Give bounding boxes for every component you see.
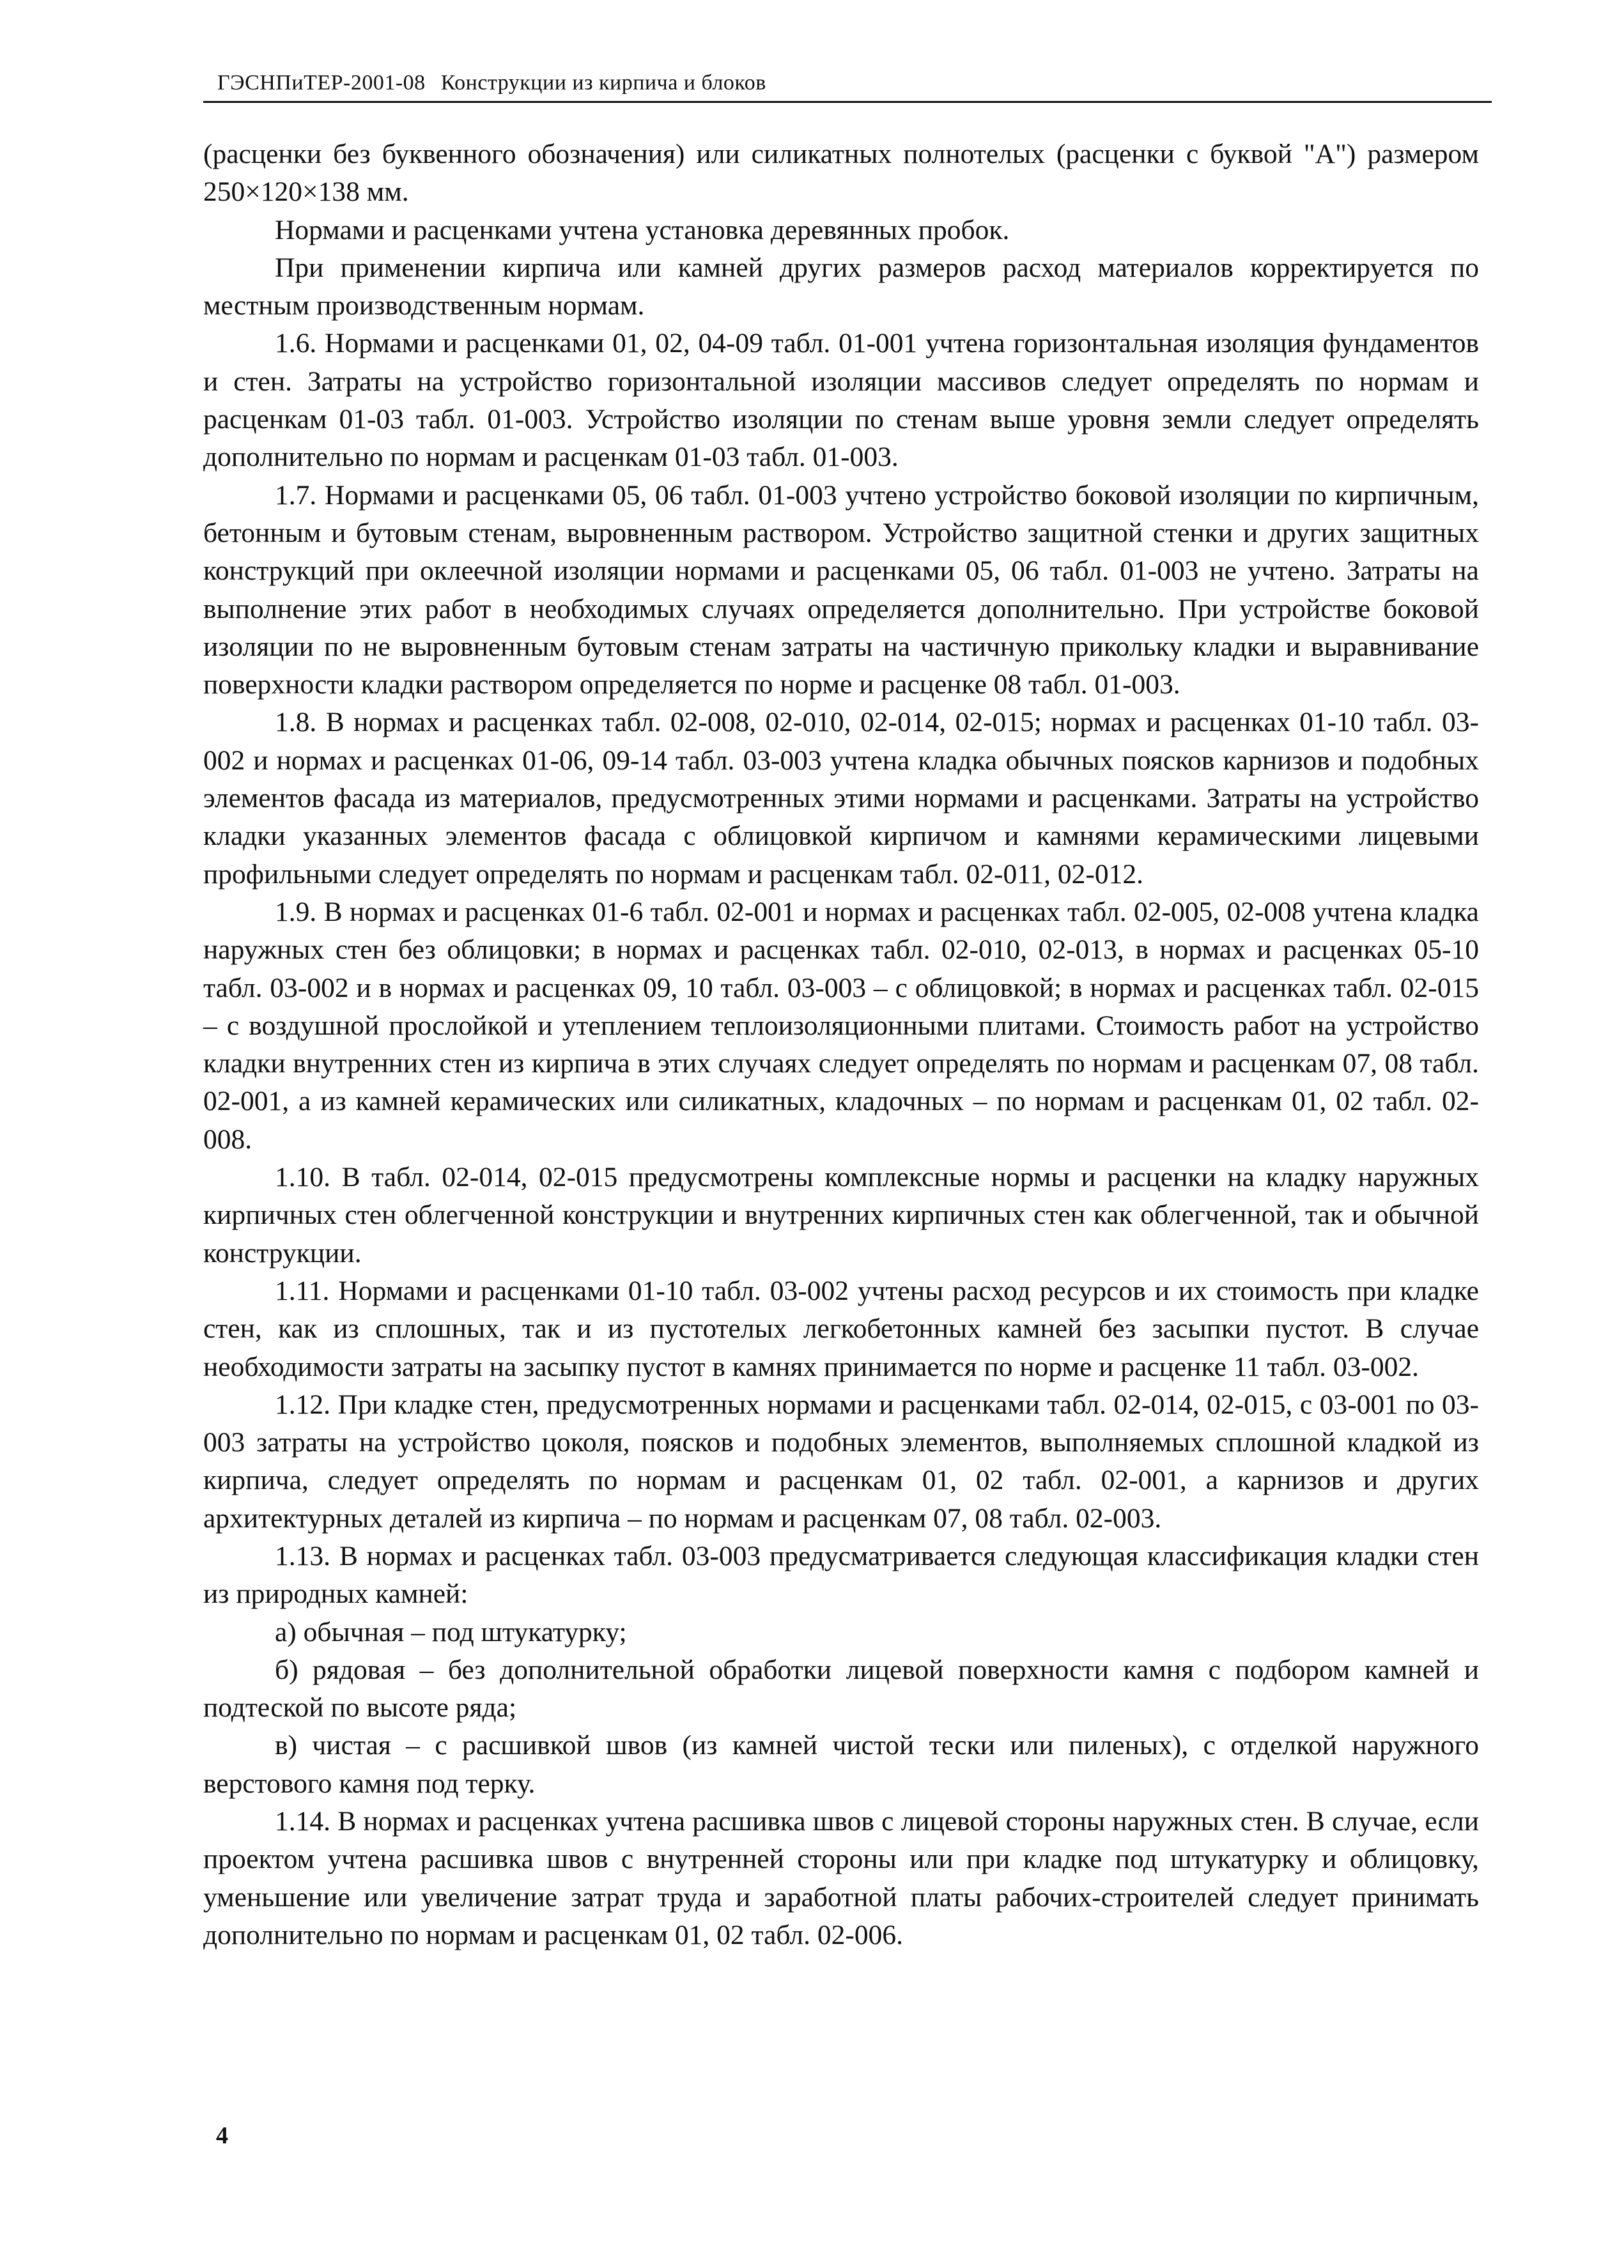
paragraph-1-10: 1.10. В табл. 02-014, 02-015 предусмотрены комплексные нормы и расценки на кладку наружных кирпичных стен облегченной конструкции и внутренних кирпичных стен как облегченной, так и обычной конструкции. (203, 1162, 1479, 1269)
document-code: ГЭСНПиТЕР-2001-08 (217, 71, 426, 95)
paragraph-1-11: 1.11. Нормами и расценками 01-10 табл. 03-002 учтены расход ресурсов и их стоимость при кладке стен, как из сплошных, так и из пустотелых легкобетонных камней без засыпки пустот. В случае необходимости затраты на засыпку пустот в камнях принимается по норме и расценке 11 табл. 03-002. (203, 1275, 1479, 1382)
paragraph-1-6: 1.6. Нормами и расценками 01, 02, 04-09 табл. 01-001 учтена горизонтальная изоляция фундаментов и стен. Затраты на устройство горизонтальной изоляции массивов следует определять по нормам и расценкам 01-03 табл. 01-003. Устройство изоляции по стенам выше уровня земли следует определять дополнительно по нормам и расценкам 01-03 табл. 01-003. (203, 328, 1479, 473)
paragraph-material-adjustment: При применении кирпича или камней других размеров расход материалов корректируется по местным производственным нормам. (203, 252, 1479, 321)
paragraph-1-12: 1.12. При кладке стен, предусмотренных нормами и расценками табл. 02-014, 02-015, с 03-001 по 03-003 затраты на устройство цоколя, поясков и подобных элементов, выполняемых сплошной кладкой из кирпича, следует определять по нормам и расценкам 01, 02 табл. 02-001, а карнизов и других архитектурных деталей из кирпича – по нормам и расценкам 07, 08 табл. 02-003. (203, 1389, 1479, 1534)
list-item-b: б) рядовая – без дополнительной обработки лицевой поверхности камня с подбором камней и подтеской по высоте ряда; (203, 1654, 1479, 1724)
paragraph-1-8: 1.8. В нормах и расценках табл. 02-008, 02-010, 02-014, 02-015; нормах и расценках 01-10 табл. 03-002 и нормах и расценках 01-06, 09-14 табл. 03-003 учтена кладка обычных поясков карнизов и подобных элементов фасада из материалов, предусмотренных этими нормами и расценками. Затраты на устройство кладки указанных элементов фасада с облицовкой кирпичом и камнями керамическими лицевыми профильными следует определять по нормам и расценкам табл. 02-011, 02-012. (203, 707, 1479, 890)
paragraph-1-13: 1.13. В нормах и расценках табл. 03-003 предусматривается следующая классификация кладки стен из природных камней: (203, 1540, 1479, 1610)
page-number: 4 (216, 2122, 228, 2149)
paragraph-wooden-plugs: Нормами и расценками учтена установка деревянных пробок. (275, 214, 1010, 245)
running-header (217, 70, 1483, 96)
paragraph-1-7: 1.7. Нормами и расценками 05, 06 табл. 01-003 учтено устройство боковой изоляции по кирпичным, бетонным и бутовым стенам, выровненным раствором. Устройство защитной стенки и других защитных конструкций при оклеечной изоляции нормами и расценками 05, 06 табл. 01-003 не учтено. Затраты на выполнение этих работ в необходимых случаях определяется дополнительно. При устройстве боковой изоляции по не выровненным бутовым стенам затраты на частичную прикольку кладки и выравнивание поверхности кладки раствором определяется по норме и расценке 08 табл. 01-003. (203, 479, 1479, 700)
document-title: Конструкции из кирпича и блоков (440, 71, 766, 95)
paragraph-1-14: 1.14. В нормах и расценках учтена расшивка швов с лицевой стороны наружных стен. В случае, если проектом учтена расшивка швов с внутренней стороны или при кладке под штукатурку и облицовку, уменьшение или увеличение затрат труда и заработной платы рабочих-строителей следует принимать дополнительно по нормам и расценкам 01, 02 табл. 02-006. (203, 1806, 1479, 1950)
paragraph-1-9: 1.9. В нормах и расценках 01-6 табл. 02-001 и нормах и расценках табл. 02-005, 02-008 учтена кладка наружных стен без облицовки; в нормах и расценках табл. 02-010, 02-013, в нормах и расценках 05-10 табл. 03-002 и в нормах и расценках 09, 10 табл. 03-003 – с облицовкой; в нормах и расценках табл. 02-015 – с воздушной прослойкой и утеплением теплоизоляционными плитами. Стоимость работ на устройство кладки внутренних стен из кирпича в этих случаях следует определять по нормам и расценкам 07, 08 табл. 02-001, а из камней керамических или силикатных, кладочных – по нормам и расценкам 01, 02 табл. 02-008. (203, 896, 1479, 1155)
paragraph-continuation: (расценки без буквенного обозначения) или силикатных полнотелых (расценки с буквой "А") размером 250×120×138 мм. (203, 139, 1479, 208)
list-item-c: в) чистая – с расшивкой швов (из камней чистой тески или пиленых), с отделкой наружного верстового камня под терку. (203, 1730, 1479, 1799)
body-text (203, 135, 1479, 1954)
header-divider (203, 101, 1492, 103)
list-item-a: а) обычная – под штукатурку; (275, 1616, 627, 1647)
